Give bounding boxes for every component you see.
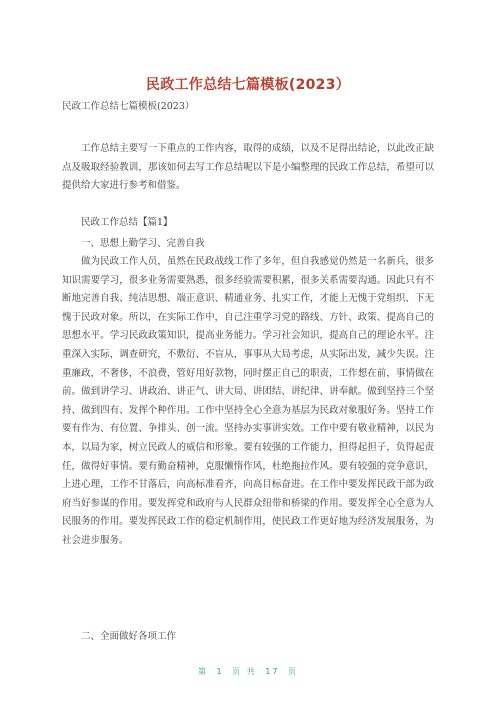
document-title: 民政工作总结七篇模板(2023） [145, 77, 351, 93]
page-label-mid: 页 共 [232, 667, 257, 676]
intro-paragraph: 工作总结主要写一下重点的工作内容，取得的成绩，以及不足得出结论，以此改正缺点及吸取经验教训，那该如何去写工作总结呢以下是小编整理的民政工作总结，希望可以提供给大家进行参考和借鉴。 [62, 143, 434, 192]
page-label-prefix: 第 [197, 667, 208, 676]
total-page-count: 17 [265, 667, 280, 676]
main-paragraph-block [62, 253, 434, 551]
section-title: 民政工作总结【篇1】 [81, 217, 173, 228]
subheading-1: 一、思想上勤学习、完善自我 [81, 238, 205, 249]
page-label-suffix: 页 [288, 667, 298, 676]
intro-paragraph-block [62, 140, 434, 196]
document-subtitle: 民政工作总结七篇模板(2023） [62, 101, 195, 112]
page-footer [0, 666, 496, 677]
subheading-2: 二、全面做好各项工作 [81, 631, 177, 642]
main-paragraph: 做为民政工作人员，虽然在民政战线工作了多年，但自我感觉仍然是一名新兵，很多知识需要学习，很多业务需要熟悉，很多经验需要积累，很多关系需要沟通。因此只有不断地完善自我、纯洁思想、端正意识、精通业务、扎实工作，才能上无愧于党组织、下无愧于民政对象。所以，在实际工作中，自己注重学习党的路线、方针、政策、提高自己的思想水平。学习民政政策知识，提高业务能力。学习社会知识，提高自己的理论水平。注重深入实际，调查研究，不敷衍、不盲从，事事从大局考虑，从实际出发，减少失误。注重廉政，不奢侈，不浪费，管好用好款物，同时摆正自己的职责，工作想在前，事情做在前。做到讲学习、讲政治、讲正气、讲大局、讲团结、讲纪律、讲奉献。做到坚持三个坚持、做到四有、发挥个种作用。工作中坚持全心全意为基层为民政对象服好务。坚持工作要有作为、有位置、争排头、创一流。坚持办实事讲实效。工作中要有敬业精神，以民为本，以局为家，树立民政人的威信和形象。要有较强的工作能力，担得起担子，负得起责任，做得好事情。要有勤奋精神，克服懒惰作风，杜绝拖拉作风。要有较强的竞争意识，上进心理，工作不甘落后，向高标准看齐，向高目标奋进。在工作中要发挥民政干部为政府当好参谋的作用。要发挥党和政府与人民群众纽带和桥梁的作用。要发挥全心全意为人民服务的作用。要发挥民政工作的稳定机制作用，使民政工作更好地为经济发展服务，为社会进步服务。 [62, 256, 434, 546]
current-page-number: 1 [216, 667, 224, 676]
